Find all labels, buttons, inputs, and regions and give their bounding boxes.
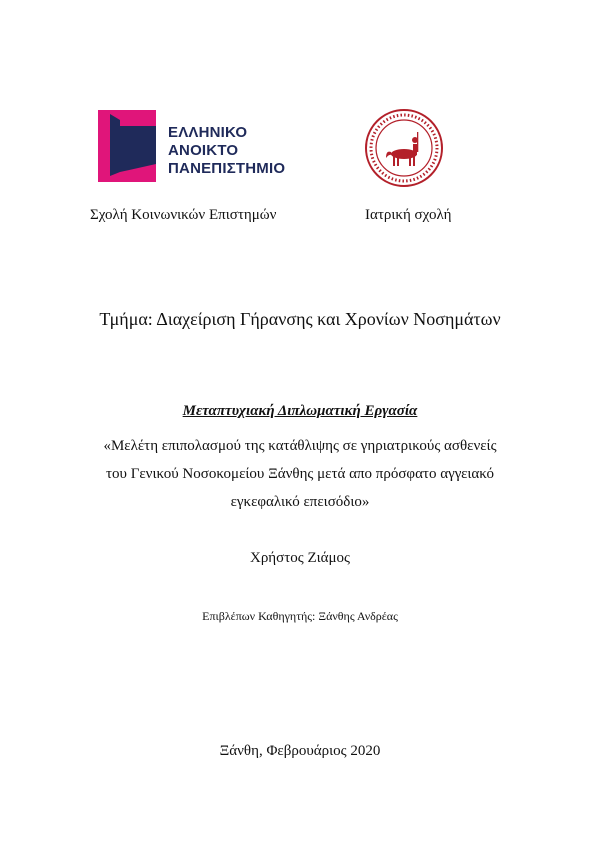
supervisor-line: Επιβλέπων Καθηγητής: Ξάνθης Ανδρέας: [202, 609, 398, 623]
eap-logo-line2: ΑΝΟΙΚΤΟ: [168, 142, 239, 159]
eap-logo-line1: ΕΛΛΗΝΙΚΟ: [168, 124, 248, 141]
school-social-sciences: Σχολή Κοινωνικών Επιστημών: [90, 207, 277, 223]
author-name: Χρήστος Ζιάμος: [249, 550, 350, 566]
eap-logo: [98, 110, 298, 182]
centaur-seal-icon: [364, 108, 444, 188]
place-and-date: Ξάνθη, Φεβρουάριος 2020: [219, 743, 381, 759]
eap-logo-text: [168, 124, 285, 178]
thesis-title: [70, 432, 530, 516]
thesis-title-line: του Γενικού Νοσοκομείου Ξάνθης μετά απο πρόσφατο αγγειακό: [106, 466, 494, 482]
university-seal-logo: [364, 108, 444, 188]
thesis-title-line: «Μελέτη επιπολασμού της κατάθλιψης σε γηριατρικούς ασθενείς: [103, 438, 497, 454]
eap-logo-line3: ΠΑΝΕΠΙΣΤΗΜΙΟ: [168, 160, 286, 177]
department-title: Τμήμα: Διαχείριση Γήρανσης και Χρονίων Νοσημάτων: [99, 309, 501, 329]
eap-logo-mark: [98, 110, 168, 182]
thesis-type-heading: Μεταπτυχιακή Διπλωματική Εργασία: [182, 403, 418, 419]
thesis-title-line: εγκεφαλικό επεισόδιο»: [230, 494, 370, 510]
school-medicine: Ιατρική σχολή: [365, 207, 452, 223]
